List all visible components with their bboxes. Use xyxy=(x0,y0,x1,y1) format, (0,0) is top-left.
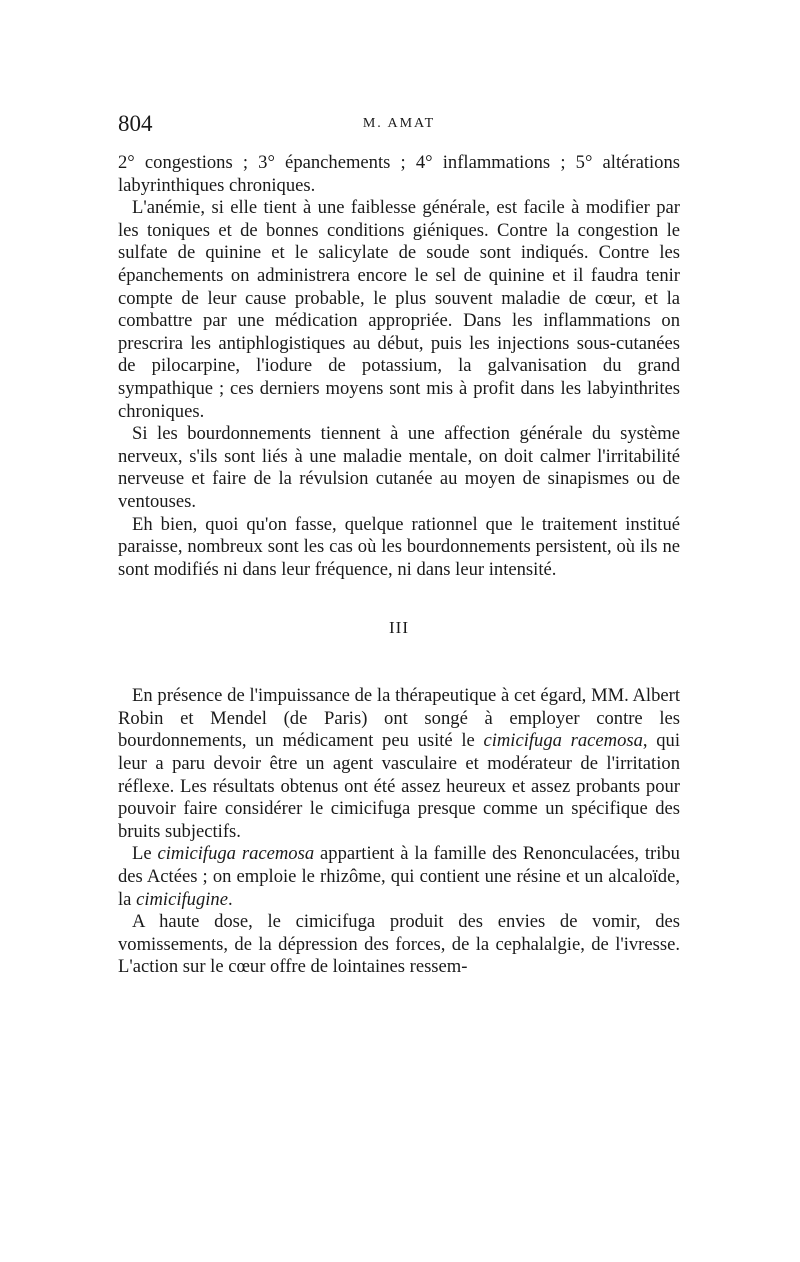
italic-term: cimicifuga racemosa xyxy=(483,730,643,752)
text-run: . xyxy=(228,888,233,910)
paragraph: 2° congestions ; 3° épanchements ; 4° inflammations ; 5° altérations labyrinthiques chroniques. xyxy=(118,152,680,196)
page-number: 804 xyxy=(118,111,153,136)
text-run: En présence de l'impuissance de la thérapeutique à cet égard, MM. Albert Robin et Mendel (de Paris) ont songé à employer contre les bourdonnements, un médicament peu usité le xyxy=(118,685,680,752)
paragraph: A haute dose, le cimicifuga produit des envies de vomir, des vomissements, de la dépression des forces, de la cephalalgie, de l'ivresse. L'action sur le cœur offre de lointaines ressem- xyxy=(118,911,680,978)
text-run: Le xyxy=(132,843,158,865)
italic-term: cimicifugine xyxy=(136,888,228,910)
paragraph xyxy=(118,843,680,911)
paragraph: Si les bourdonnements tiennent à une affection générale du système nerveux, s'ils sont liés à une maladie mentale, on doit calmer l'irritabilité nerveuse et faire de la révulsion cutanée au moyen de sinapismes ou de ventouses. xyxy=(118,423,680,512)
paragraph: L'anémie, si elle tient à une faiblesse générale, est facile à modifier par les toniques et de bonnes conditions giéniques. Contre la congestion le sulfate de quinine et le salicylate de soude sont indiqués. Contre les épanchements on administrera encore le sel de quinine et il faudra tenir compte de leur cause probable, le plus souvent maladie de cœur, et la combattre par une médication appropriée. Dans les inflammations on prescrira les antiphlogistiques au début, puis les injections sous-cutanées de pilocarpine, l'iodure de potassium, la galvanisation du grand sympathique ; ces derniers moyens sont mis à profit dans les labyinthrites chroniques. xyxy=(118,197,680,422)
paragraph: Eh bien, quoi qu'on fasse, quelque rationnel que le traitement institué paraisse, nombreux sont les cas où les bourdonnements persistent, où ils ne sont modifiés ni dans leur fréquence, ni dans leur intensité. xyxy=(118,513,680,580)
section-numeral: III xyxy=(389,618,409,638)
italic-term: cimicifuga racemosa xyxy=(157,843,315,865)
section-spacer xyxy=(118,639,680,685)
text-run: , qui leur a paru devoir être un agent vasculaire et modérateur de l'irritation réflexe. Les résultats obtenus ont été assez heureux et assez probants pour pouvoir faire considérer le cimicifuga presque comme un spécifique des bruits subjectifs. xyxy=(118,730,680,842)
text-run: appartient à la famille des Renonculacées, tribu des Actées ; on emploie le rhizôme, qui contient une résine et un alcaloïde, la xyxy=(118,843,680,910)
page-body xyxy=(118,152,680,979)
paragraph xyxy=(118,685,680,843)
running-head: M. AMAT xyxy=(362,116,436,131)
page-header xyxy=(118,111,680,141)
